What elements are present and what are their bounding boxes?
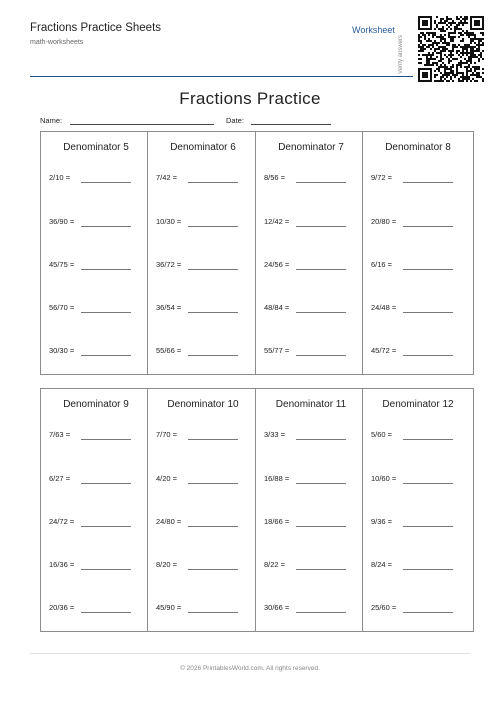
practice-panel [255, 131, 367, 375]
practice-panel [362, 388, 474, 632]
name-line[interactable] [70, 124, 214, 125]
fraction-problem: 10/60 = [371, 474, 397, 483]
answer-line[interactable] [403, 483, 453, 484]
panel-title: Denominator 8 [385, 142, 451, 153]
answer-line[interactable] [403, 526, 453, 527]
answer-line[interactable] [81, 439, 131, 440]
fraction-problem: 8/56 = [264, 173, 286, 182]
answer-line[interactable] [296, 226, 346, 227]
fraction-problem: 48/84 = [264, 303, 290, 312]
header-title: Fractions Practice Sheets [30, 22, 162, 34]
header-rule [30, 76, 413, 77]
answer-line[interactable] [81, 182, 131, 183]
fraction-problem: 24/56 = [264, 260, 290, 269]
panel-title: Denominator 10 [167, 399, 239, 410]
fraction-problem: 45/90 = [156, 603, 182, 612]
fraction-problem: 8/22 = [264, 560, 286, 569]
fraction-problem: 16/88 = [264, 474, 290, 483]
name-label: Name: [40, 116, 63, 125]
date-label: Date: [226, 116, 244, 125]
answer-line[interactable] [296, 483, 346, 484]
answer-line[interactable] [188, 269, 238, 270]
answer-line[interactable] [188, 312, 238, 313]
fraction-problem: 10/30 = [156, 217, 182, 226]
fraction-problem: 55/66 = [156, 346, 182, 355]
panel-title: Denominator 9 [63, 399, 129, 410]
fraction-problem: 12/42 = [264, 217, 290, 226]
answer-line[interactable] [403, 355, 453, 356]
fraction-problem: 36/72 = [156, 260, 182, 269]
fraction-problem: 36/54 = [156, 303, 182, 312]
answer-line[interactable] [188, 569, 238, 570]
answer-line[interactable] [296, 355, 346, 356]
header-subtitle: math-worksheets [30, 39, 84, 46]
fraction-problem: 9/36 = [371, 517, 393, 526]
practice-panel [362, 131, 474, 375]
practice-panel [147, 388, 259, 632]
fraction-problem: 3/33 = [264, 430, 286, 439]
answer-line[interactable] [296, 312, 346, 313]
answer-line[interactable] [403, 182, 453, 183]
fraction-problem: 7/42 = [156, 173, 178, 182]
practice-panel [40, 388, 152, 632]
fraction-problem: 5/60 = [371, 430, 393, 439]
answer-line[interactable] [81, 612, 131, 613]
fraction-problem: 6/27 = [49, 474, 71, 483]
answer-line[interactable] [81, 569, 131, 570]
answer-line[interactable] [403, 612, 453, 613]
answer-line[interactable] [188, 526, 238, 527]
fraction-problem: 6/16 = [371, 260, 393, 269]
panel-title: Denominator 5 [63, 142, 129, 153]
date-line[interactable] [251, 124, 331, 125]
fraction-problem: 8/20 = [156, 560, 178, 569]
answer-line[interactable] [403, 439, 453, 440]
panel-title: Denominator 11 [275, 399, 347, 410]
answer-line[interactable] [188, 182, 238, 183]
panel-title: Denominator 12 [382, 399, 454, 410]
fraction-problem: 2/10 = [49, 173, 71, 182]
fraction-problem: 4/20 = [156, 474, 178, 483]
fraction-problem: 30/66 = [264, 603, 290, 612]
verify-answers-label: Verify answers [398, 34, 404, 74]
fraction-problem: 18/66 = [264, 517, 290, 526]
answer-line[interactable] [403, 312, 453, 313]
answer-line[interactable] [188, 226, 238, 227]
answer-line[interactable] [188, 439, 238, 440]
fraction-problem: 45/75 = [49, 260, 75, 269]
answer-line[interactable] [296, 569, 346, 570]
fraction-problem: 9/72 = [371, 173, 393, 182]
answer-line[interactable] [81, 526, 131, 527]
answer-line[interactable] [296, 182, 346, 183]
footer-copyright: © 2026 PrintablesWorld.com. All rights reserved. [180, 665, 320, 672]
answer-line[interactable] [81, 226, 131, 227]
fraction-problem: 55/77 = [264, 346, 290, 355]
fraction-problem: 8/24 = [371, 560, 393, 569]
page-title: Fractions Practice [179, 89, 321, 108]
fraction-problem: 36/90 = [49, 217, 75, 226]
fraction-problem: 30/30 = [49, 346, 75, 355]
practice-panel [40, 131, 152, 375]
answer-line[interactable] [188, 355, 238, 356]
worksheet-tag[interactable]: Worksheet [352, 25, 395, 35]
answer-line[interactable] [81, 312, 131, 313]
panel-title: Denominator 6 [170, 142, 236, 153]
qr-code [418, 16, 484, 82]
answer-line[interactable] [81, 269, 131, 270]
practice-panel [147, 131, 259, 375]
fraction-problem: 7/63 = [49, 430, 71, 439]
answer-line[interactable] [188, 483, 238, 484]
answer-line[interactable] [81, 355, 131, 356]
answer-line[interactable] [403, 226, 453, 227]
fraction-problem: 24/72 = [49, 517, 75, 526]
answer-line[interactable] [188, 612, 238, 613]
fraction-problem: 25/60 = [371, 603, 397, 612]
answer-line[interactable] [296, 612, 346, 613]
fraction-problem: 20/80 = [371, 217, 397, 226]
practice-panel [255, 388, 367, 632]
fraction-problem: 20/36 = [49, 603, 75, 612]
answer-line[interactable] [81, 483, 131, 484]
answer-line[interactable] [403, 269, 453, 270]
fraction-problem: 7/70 = [156, 430, 178, 439]
answer-line[interactable] [296, 269, 346, 270]
fraction-problem: 56/70 = [49, 303, 75, 312]
panel-title: Denominator 7 [278, 142, 344, 153]
fraction-problem: 24/80 = [156, 517, 182, 526]
fraction-problem: 24/48 = [371, 303, 397, 312]
answer-line[interactable] [296, 526, 346, 527]
fraction-problem: 16/36 = [49, 560, 75, 569]
footer-rule [30, 653, 470, 654]
fraction-problem: 45/72 = [371, 346, 397, 355]
answer-line[interactable] [296, 439, 346, 440]
answer-line[interactable] [403, 569, 453, 570]
